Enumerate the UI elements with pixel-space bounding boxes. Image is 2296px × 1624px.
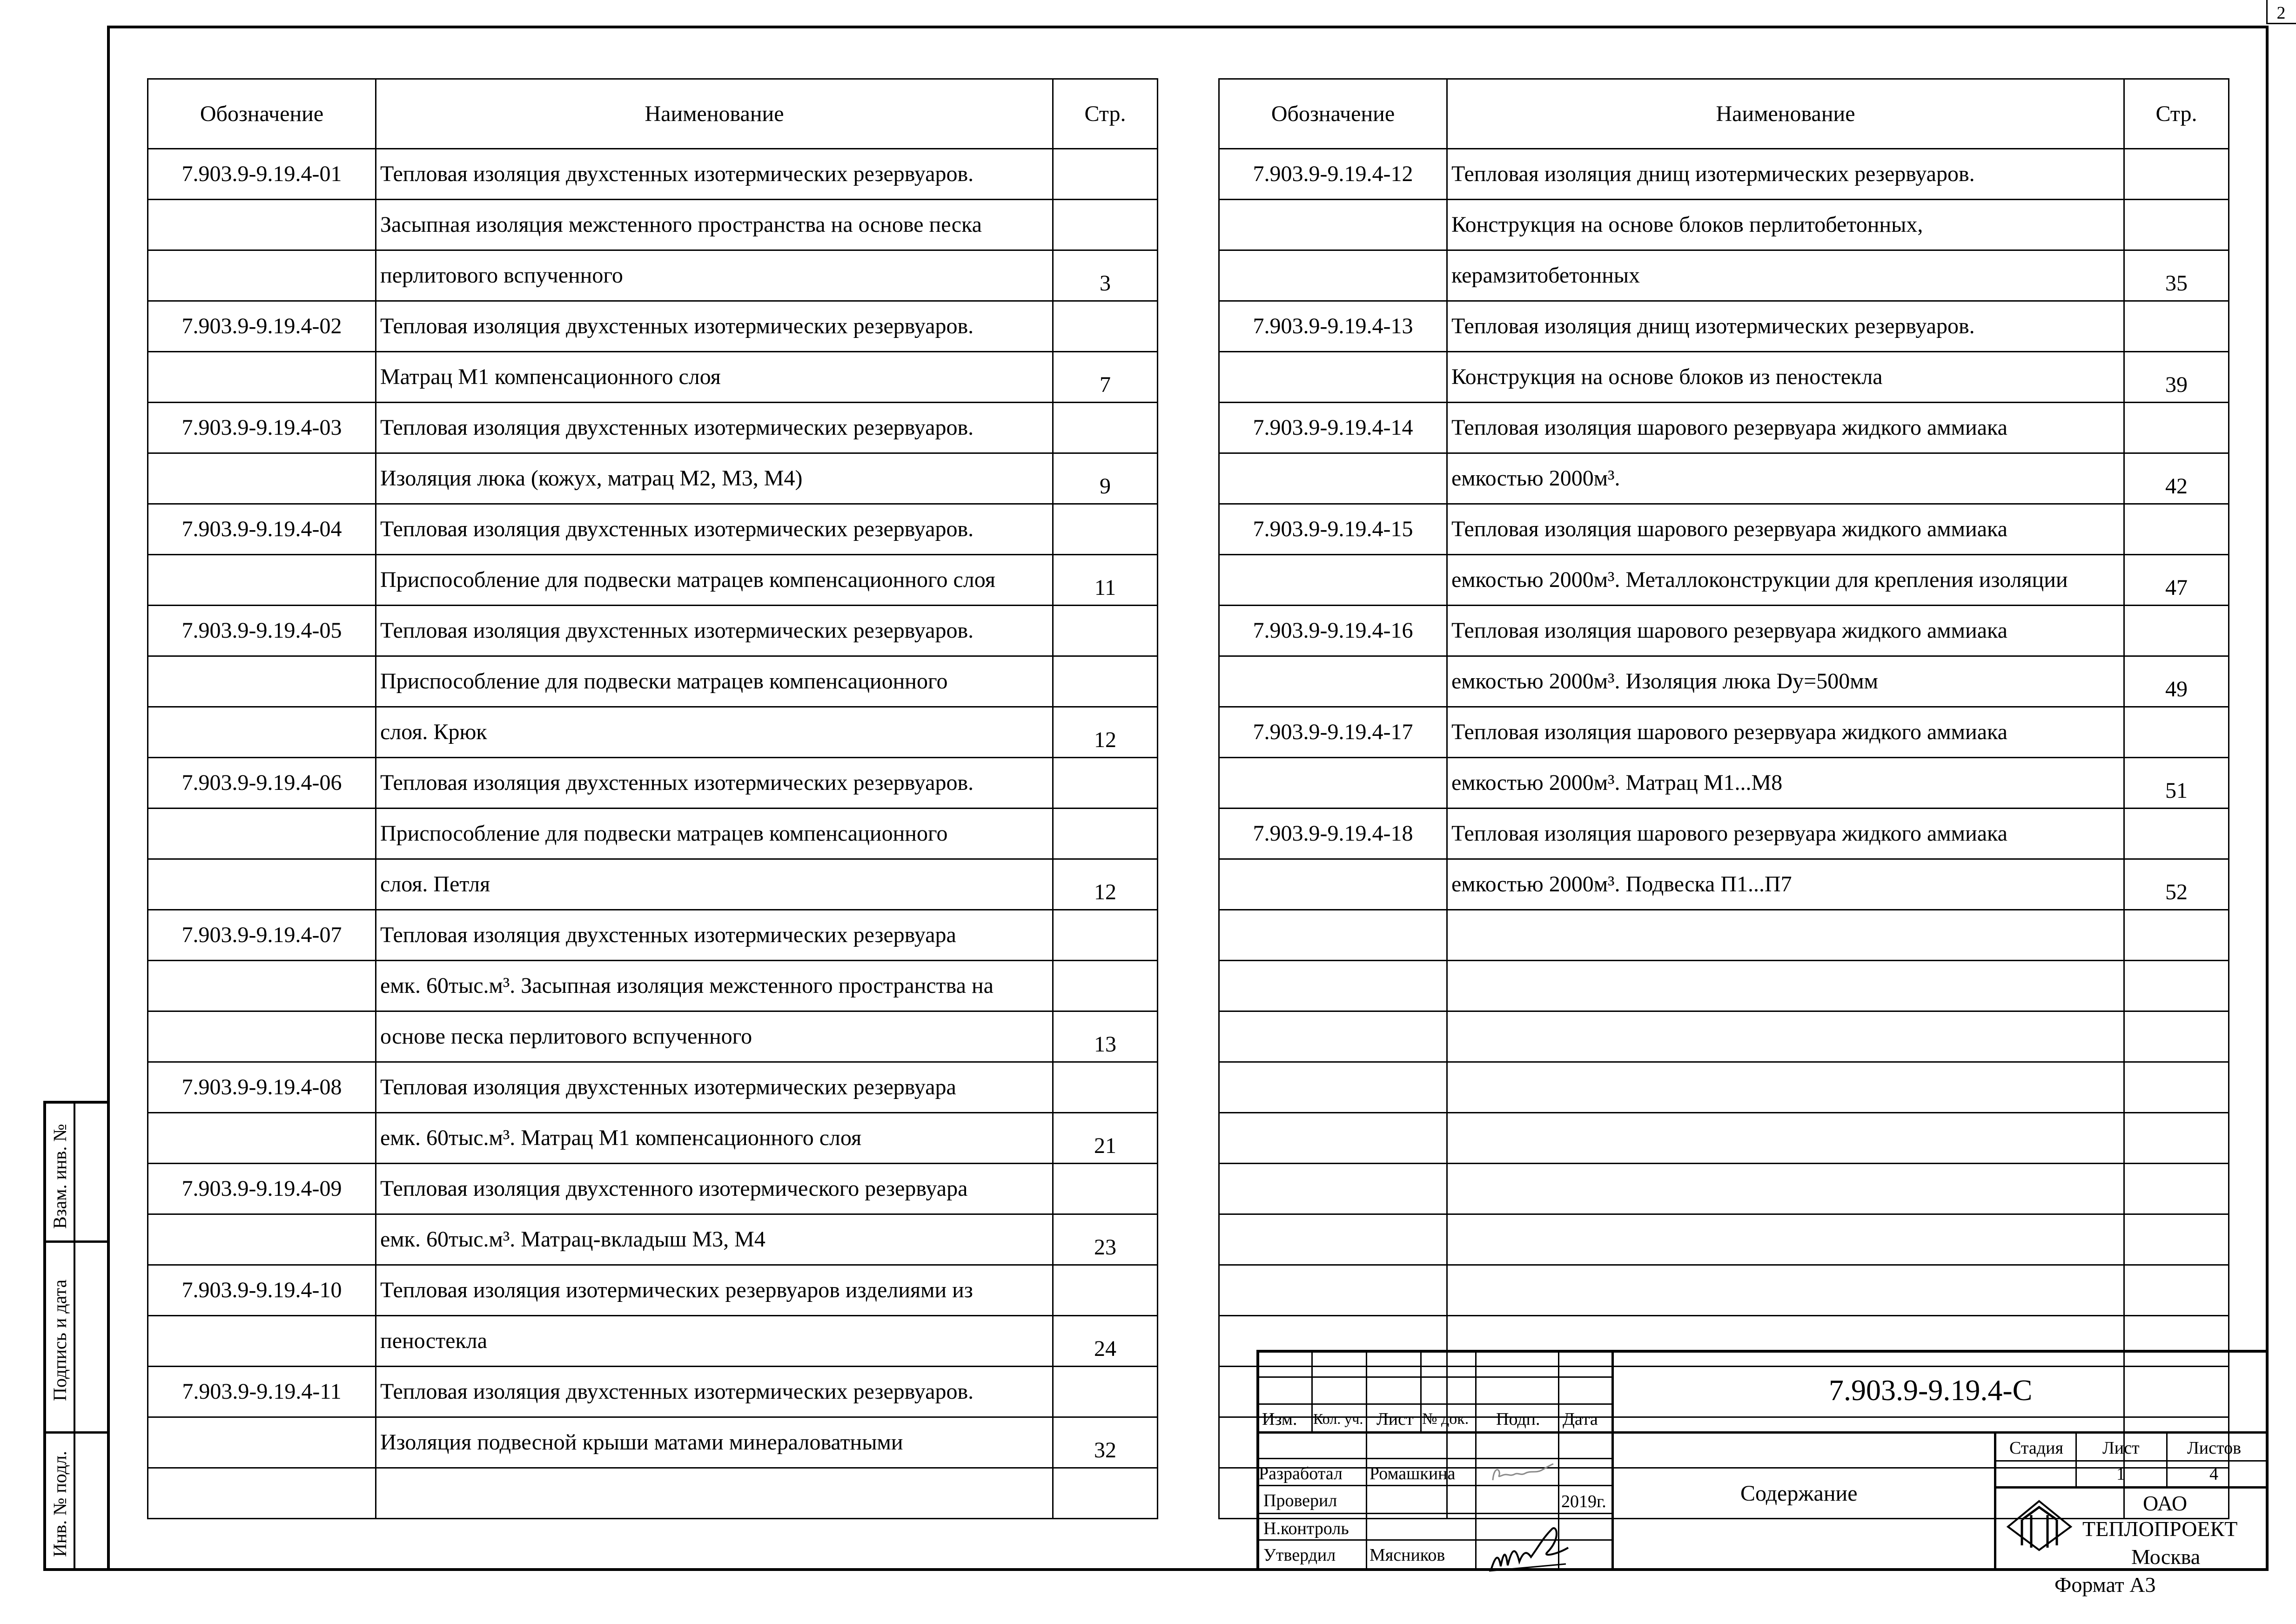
code-cell: 7.903.9-9.19.4-13 xyxy=(1219,301,1447,352)
name-cell xyxy=(1447,1265,2124,1316)
tb-col-list: Лист xyxy=(1376,1409,1414,1429)
name-cell: Тепловая изоляция двухстенного изотермического резервуара xyxy=(376,1164,1053,1214)
code-cell xyxy=(148,1316,376,1367)
code-cell: 7.903.9-9.19.4-12 xyxy=(1219,149,1447,200)
table-row xyxy=(148,758,1158,809)
contents-table-left xyxy=(147,78,1158,1519)
tb-sheets-value: 4 xyxy=(2209,1464,2218,1484)
page-cell xyxy=(2124,1062,2229,1113)
tb-col-izm: Изм. xyxy=(1262,1409,1297,1429)
teploproekt-logo xyxy=(2003,1499,2075,1552)
page-cell xyxy=(1053,403,1158,453)
header-code: Обозначение xyxy=(148,79,376,149)
table-row xyxy=(148,606,1158,656)
page-cell xyxy=(2124,606,2229,656)
page-cell xyxy=(1053,1367,1158,1417)
org-line3: Москва xyxy=(2131,1545,2201,1569)
code-cell xyxy=(1219,555,1447,606)
table-row xyxy=(148,1468,1158,1519)
table-row xyxy=(148,859,1158,910)
side-stamp-divider-vertical xyxy=(74,1101,75,1571)
name-cell xyxy=(1447,910,2124,961)
tb-role-proveril: Проверил xyxy=(1263,1491,1337,1510)
code-cell xyxy=(1219,1164,1447,1214)
table-row xyxy=(148,1214,1158,1265)
name-cell: емк. 60тыс.м³. Засыпная изоляция межстенного пространства на xyxy=(376,961,1053,1011)
page-cell: 49 xyxy=(2124,656,2229,707)
page-cell xyxy=(1053,200,1158,250)
table-row xyxy=(1219,859,2229,910)
page-cell xyxy=(2124,961,2229,1011)
page-cell xyxy=(2124,1214,2229,1265)
page-cell xyxy=(1053,910,1158,961)
tb-role-nkontrol: Н.контроль xyxy=(1263,1519,1349,1538)
name-cell: емкостью 2000м³. Подвеска П1...П7 xyxy=(1447,859,2124,910)
page-cell: 42 xyxy=(2124,453,2229,504)
table-row xyxy=(148,910,1158,961)
code-cell xyxy=(1219,453,1447,504)
header-name: Наименование xyxy=(376,79,1053,149)
page-cell: 21 xyxy=(1053,1113,1158,1164)
code-cell: 7.903.9-9.19.4-05 xyxy=(148,606,376,656)
name-cell xyxy=(1447,1164,2124,1214)
code-cell xyxy=(148,1214,376,1265)
code-cell xyxy=(148,859,376,910)
name-cell: Тепловая изоляция днищ изотермических резервуаров. xyxy=(1447,149,2124,200)
page-cell xyxy=(1053,809,1158,859)
code-cell: 7.903.9-9.19.4-02 xyxy=(148,301,376,352)
table-row xyxy=(1219,606,2229,656)
tb-sheet-label: Лист xyxy=(2102,1438,2140,1458)
code-cell xyxy=(148,453,376,504)
table-row xyxy=(1219,1113,2229,1164)
code-cell xyxy=(148,656,376,707)
page-cell xyxy=(1053,149,1158,200)
table-row xyxy=(148,1417,1158,1468)
tb-name-razrabotal: Ромашкина xyxy=(1370,1464,1456,1483)
doc-code: 7.903.9-9.19.4-С xyxy=(1829,1374,2033,1407)
table-row xyxy=(1219,453,2229,504)
table-row xyxy=(148,149,1158,200)
code-cell xyxy=(1219,1062,1447,1113)
name-cell: Тепловая изоляция двухстенных изотермических резервуаров. xyxy=(376,1367,1053,1417)
name-cell: Тепловая изоляция двухстенных изотермических резервуаров. xyxy=(376,301,1053,352)
table-row xyxy=(1219,1011,2229,1062)
code-cell xyxy=(148,1113,376,1164)
name-cell: емкостью 2000м³. Металлоконструкции для крепления изоляции xyxy=(1447,555,2124,606)
table-row xyxy=(1219,250,2229,301)
page-cell: 39 xyxy=(2124,352,2229,403)
header-page: Стр. xyxy=(1053,79,1158,149)
name-cell: перлитового вспученного xyxy=(376,250,1053,301)
page-cell: 51 xyxy=(2124,758,2229,809)
name-cell: Тепловая изоляция двухстенных изотермических резервуаров. xyxy=(376,403,1053,453)
page-cell xyxy=(1053,758,1158,809)
table-row xyxy=(148,555,1158,606)
page-cell xyxy=(2124,1011,2229,1062)
code-cell: 7.903.9-9.19.4-15 xyxy=(1219,504,1447,555)
code-cell: 7.903.9-9.19.4-06 xyxy=(148,758,376,809)
code-cell xyxy=(148,200,376,250)
table-row xyxy=(1219,961,2229,1011)
label-podpis-data: Подпись и дата xyxy=(49,1279,70,1401)
page-cell xyxy=(1053,656,1158,707)
page-cell: 3 xyxy=(1053,250,1158,301)
doc-title: Содержание xyxy=(1740,1481,1858,1506)
page-cell: 23 xyxy=(1053,1214,1158,1265)
code-cell xyxy=(1219,352,1447,403)
tb-role-utverdil: Утвердил xyxy=(1263,1545,1336,1565)
table-row xyxy=(148,961,1158,1011)
page-cell: 12 xyxy=(1053,707,1158,758)
table-row xyxy=(1219,910,2229,961)
tb-date-proveril: 2019г. xyxy=(1561,1492,1606,1511)
name-cell: Тепловая изоляция шарового резервуара жидкого аммиака xyxy=(1447,606,2124,656)
tb-stage-label: Стадия xyxy=(2009,1438,2063,1458)
name-cell xyxy=(1447,1113,2124,1164)
sheet-number: 2 xyxy=(2276,3,2286,23)
page-cell xyxy=(2124,910,2229,961)
page-cell xyxy=(2124,403,2229,453)
table-row xyxy=(148,301,1158,352)
name-cell: слоя. Петля xyxy=(376,859,1053,910)
tb-name-utverdil: Мясников xyxy=(1370,1545,1445,1565)
signature-razrabotal xyxy=(1489,1459,1559,1487)
name-cell: Засыпная изоляция межстенного пространства на основе песка xyxy=(376,200,1053,250)
code-cell xyxy=(148,961,376,1011)
code-cell xyxy=(148,707,376,758)
name-cell: Тепловая изоляция двухстенных изотермических резервуаров. xyxy=(376,504,1053,555)
code-cell xyxy=(1219,1265,1447,1316)
code-cell: 7.903.9-9.19.4-04 xyxy=(148,504,376,555)
name-cell: Тепловая изоляция двухстенных изотермических резервуара xyxy=(376,1062,1053,1113)
code-cell xyxy=(1219,1011,1447,1062)
page-cell: 35 xyxy=(2124,250,2229,301)
name-cell: емк. 60тыс.м³. Матрац М1 компенсационного слоя xyxy=(376,1113,1053,1164)
code-cell xyxy=(1219,1113,1447,1164)
page-cell xyxy=(1053,961,1158,1011)
page-cell: 12 xyxy=(1053,859,1158,910)
code-cell: 7.903.9-9.19.4-09 xyxy=(148,1164,376,1214)
code-cell xyxy=(148,250,376,301)
table-row xyxy=(148,352,1158,403)
code-cell xyxy=(148,809,376,859)
page-cell xyxy=(1053,504,1158,555)
name-cell: Тепловая изоляция двухстенных изотермических резервуара xyxy=(376,910,1053,961)
table-row xyxy=(148,250,1158,301)
table-row xyxy=(148,1164,1158,1214)
code-cell: 7.903.9-9.19.4-17 xyxy=(1219,707,1447,758)
code-cell: 7.903.9-9.19.4-14 xyxy=(1219,403,1447,453)
name-cell xyxy=(376,1468,1053,1519)
table-row xyxy=(1219,301,2229,352)
tb-sheets-label: Листов xyxy=(2187,1438,2242,1458)
code-cell: 7.903.9-9.19.4-10 xyxy=(148,1265,376,1316)
table-row xyxy=(148,809,1158,859)
name-cell: Тепловая изоляция шарового резервуара жидкого аммиака xyxy=(1447,504,2124,555)
table-row xyxy=(148,403,1158,453)
header-page: Стр. xyxy=(2124,79,2229,149)
page-cell: 11 xyxy=(1053,555,1158,606)
table-row xyxy=(148,1011,1158,1062)
label-vzam-inv: Взам. инв. № xyxy=(49,1124,70,1229)
table-row xyxy=(1219,1265,2229,1316)
contents-table-right xyxy=(1218,78,2229,1519)
code-cell: 7.903.9-9.19.4-18 xyxy=(1219,809,1447,859)
table-row xyxy=(1219,555,2229,606)
name-cell: емк. 60тыс.м³. Матрац-вкладыш М3, М4 xyxy=(376,1214,1053,1265)
page-cell xyxy=(2124,1113,2229,1164)
tb-sheet-value: 1 xyxy=(2116,1464,2125,1484)
org-line2: ТЕПЛОПРОЕКТ xyxy=(2082,1517,2238,1541)
page-cell: 13 xyxy=(1053,1011,1158,1062)
table-row xyxy=(1219,707,2229,758)
name-cell xyxy=(1447,1214,2124,1265)
name-cell: Тепловая изоляция шарового резервуара жидкого аммиака xyxy=(1447,809,2124,859)
name-cell: Приспособление для подвески матрацев компенсационного слоя xyxy=(376,555,1053,606)
name-cell: Конструкция на основе блоков перлитобетонных, xyxy=(1447,200,2124,250)
code-cell xyxy=(1219,250,1447,301)
page-cell xyxy=(2124,301,2229,352)
page-cell: 9 xyxy=(1053,453,1158,504)
table-row xyxy=(1219,352,2229,403)
name-cell: Матрац М1 компенсационного слоя xyxy=(376,352,1053,403)
page-cell xyxy=(2124,1265,2229,1316)
name-cell: Изоляция подвесной крыши матами минераловатными xyxy=(376,1417,1053,1468)
page-cell: 7 xyxy=(1053,352,1158,403)
side-stamp-divider-1 xyxy=(43,1240,110,1243)
page-cell xyxy=(1053,1265,1158,1316)
name-cell: Тепловая изоляция изотермических резервуаров изделиями из xyxy=(376,1265,1053,1316)
page-cell xyxy=(1053,1164,1158,1214)
page-cell xyxy=(2124,707,2229,758)
table-row xyxy=(148,1367,1158,1417)
table-row xyxy=(1219,758,2229,809)
code-cell xyxy=(1219,961,1447,1011)
tb-col-kol-uch: Кол. уч. xyxy=(1313,1410,1363,1427)
name-cell: Приспособление для подвески матрацев компенсационного xyxy=(376,809,1053,859)
name-cell: керамзитобетонных xyxy=(1447,250,2124,301)
tb-col-doc: № док. xyxy=(1422,1410,1469,1428)
table-row xyxy=(148,1265,1158,1316)
name-cell xyxy=(1447,1062,2124,1113)
code-cell xyxy=(1219,910,1447,961)
page-cell: 47 xyxy=(2124,555,2229,606)
name-cell: Тепловая изоляция двухстенных изотермических резервуаров. xyxy=(376,758,1053,809)
table-row xyxy=(1219,656,2229,707)
page-cell: 24 xyxy=(1053,1316,1158,1367)
name-cell: Тепловая изоляция шарового резервуара жидкого аммиака xyxy=(1447,707,2124,758)
code-cell: 7.903.9-9.19.4-08 xyxy=(148,1062,376,1113)
page-cell xyxy=(2124,809,2229,859)
table-row xyxy=(1219,403,2229,453)
page-cell xyxy=(2124,200,2229,250)
name-cell: Приспособление для подвески матрацев компенсационного xyxy=(376,656,1053,707)
page-cell: 52 xyxy=(2124,859,2229,910)
page-cell xyxy=(1053,301,1158,352)
page-cell xyxy=(2124,1164,2229,1214)
code-cell xyxy=(1219,1214,1447,1265)
name-cell: пеностекла xyxy=(376,1316,1053,1367)
label-inv-podl: Инв. № подл. xyxy=(49,1451,70,1557)
table-row xyxy=(148,656,1158,707)
code-cell xyxy=(1219,859,1447,910)
name-cell: емкостью 2000м³. Матрац М1...М8 xyxy=(1447,758,2124,809)
page-cell xyxy=(1053,1468,1158,1519)
code-cell: 7.903.9-9.19.4-16 xyxy=(1219,606,1447,656)
name-cell: слоя. Крюк xyxy=(376,707,1053,758)
tb-col-podp: Подп. xyxy=(1496,1409,1540,1429)
page-cell xyxy=(2124,504,2229,555)
code-cell: 7.903.9-9.19.4-07 xyxy=(148,910,376,961)
table-row xyxy=(1219,1062,2229,1113)
table-row xyxy=(148,453,1158,504)
table-row xyxy=(148,707,1158,758)
code-cell: 7.903.9-9.19.4-01 xyxy=(148,149,376,200)
side-stamp-divider-2 xyxy=(43,1431,110,1434)
name-cell: Тепловая изоляция двухстенных изотермических резервуаров. xyxy=(376,606,1053,656)
code-cell xyxy=(148,1417,376,1468)
code-cell xyxy=(148,352,376,403)
name-cell: Тепловая изоляция шарового резервуара жидкого аммиака xyxy=(1447,403,2124,453)
table-row xyxy=(1219,504,2229,555)
code-cell xyxy=(1219,200,1447,250)
table-row xyxy=(1219,809,2229,859)
tb-col-data: Дата xyxy=(1563,1409,1598,1429)
name-cell: Тепловая изоляция днищ изотермических резервуаров. xyxy=(1447,301,2124,352)
code-cell: 7.903.9-9.19.4-11 xyxy=(148,1367,376,1417)
header-code: Обозначение xyxy=(1219,79,1447,149)
code-cell xyxy=(148,1011,376,1062)
table-row xyxy=(148,200,1158,250)
name-cell: основе песка перлитового вспученного xyxy=(376,1011,1053,1062)
signature-utverdil xyxy=(1487,1510,1575,1576)
code-cell xyxy=(148,1468,376,1519)
name-cell: Изоляция люка (кожух, матрац М2, М3, М4) xyxy=(376,453,1053,504)
org-line1: ОАО xyxy=(2143,1491,2188,1515)
page-cell xyxy=(2124,149,2229,200)
table-row xyxy=(148,504,1158,555)
name-cell: емкостью 2000м³. Изоляция люка Dy=500мм xyxy=(1447,656,2124,707)
code-cell xyxy=(148,555,376,606)
header-name: Наименование xyxy=(1447,79,2124,149)
table-row xyxy=(1219,149,2229,200)
name-cell xyxy=(1447,961,2124,1011)
name-cell xyxy=(1447,1011,2124,1062)
page-cell xyxy=(1053,1062,1158,1113)
name-cell: Конструкция на основе блоков из пеностекла xyxy=(1447,352,2124,403)
name-cell: Тепловая изоляция двухстенных изотермических резервуаров. xyxy=(376,149,1053,200)
table-row xyxy=(148,1316,1158,1367)
table-row xyxy=(148,1062,1158,1113)
format-label: Формат А3 xyxy=(2054,1573,2156,1597)
table-row xyxy=(1219,1164,2229,1214)
name-cell: емкостью 2000м³. xyxy=(1447,453,2124,504)
code-cell: 7.903.9-9.19.4-03 xyxy=(148,403,376,453)
page-cell: 32 xyxy=(1053,1417,1158,1468)
table-row xyxy=(1219,1214,2229,1265)
table-row xyxy=(1219,200,2229,250)
table-row xyxy=(148,1113,1158,1164)
code-cell xyxy=(1219,758,1447,809)
code-cell xyxy=(1219,656,1447,707)
tb-role-razrabotal: Разработал xyxy=(1259,1464,1343,1483)
page-cell xyxy=(1053,606,1158,656)
